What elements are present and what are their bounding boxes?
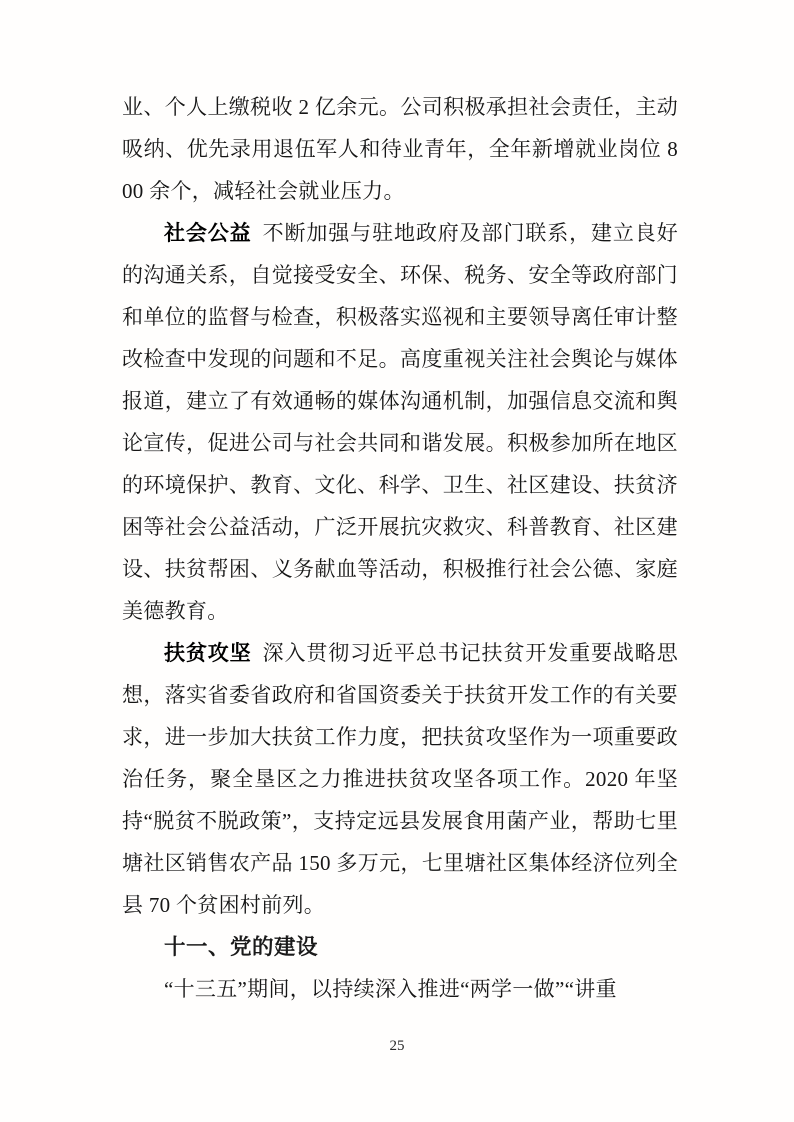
paragraph-text: “十三五”期间，以持续深入推进“两学一做”“讲重 (164, 977, 617, 1001)
section-heading-party-building: 十一、党的建设 (164, 935, 319, 959)
paragraph-text: 不断加强与驻地政府及部门联系，建立良好的沟通关系，自觉接受安全、环保、税务、安全等政府部门和单位的监督与检查，积极落实巡视和主要领导离任审计整改检查中发现的问题和不足。高度重视关注社会舆论与媒体报道，建立了有效通畅的媒体沟通机制，加强信息交流和舆论宣传，促进公司与社会共同和谐发展。积极参加所在地区的环境保护、教育、文化、科学、卫生、社区建设、扶贫济困等社会公益活动，广泛开展抗灾救灾、科普教育、社区建设、扶贫帮困、义务献血等活动，积极推行社会公德、家庭美德教育。 (122, 221, 679, 623)
paragraph-text: 深入贯彻习近平总书记扶贫开发重要战略思想，落实省委省政府和省国资委关于扶贫开发工作的有关要求，进一步加大扶贫工作力度，把扶贫攻坚作为一项重要政治任务，聚全垦区之力推进扶贫攻坚各项工作。2020 年坚持“脱贫不脱政策”，支持定远县发展食用菌产业，帮助七里塘社区销售农产品 150 多万元，七里塘社区集体经济位列全县 70 个贫困村前列。 (122, 641, 679, 917)
paragraph-text: 业、个人上缴税收 2 亿余元。公司积极承担社会责任，主动吸纳、优先录用退伍军人和待业青年，全年新增就业岗位 800 余个，减轻社会就业压力。 (122, 95, 678, 203)
page-number: 25 (389, 1038, 405, 1054)
paragraph-thirteenth-five-year (122, 968, 678, 1010)
run-in-heading-poverty-alleviation: 扶贫攻坚 (164, 641, 252, 665)
paragraph-employment-continuation (122, 86, 678, 212)
run-in-heading-social-welfare: 社会公益 (164, 221, 252, 245)
paragraph-poverty-alleviation (122, 632, 678, 926)
page-content (122, 86, 678, 1010)
paragraph-social-welfare (122, 212, 678, 632)
